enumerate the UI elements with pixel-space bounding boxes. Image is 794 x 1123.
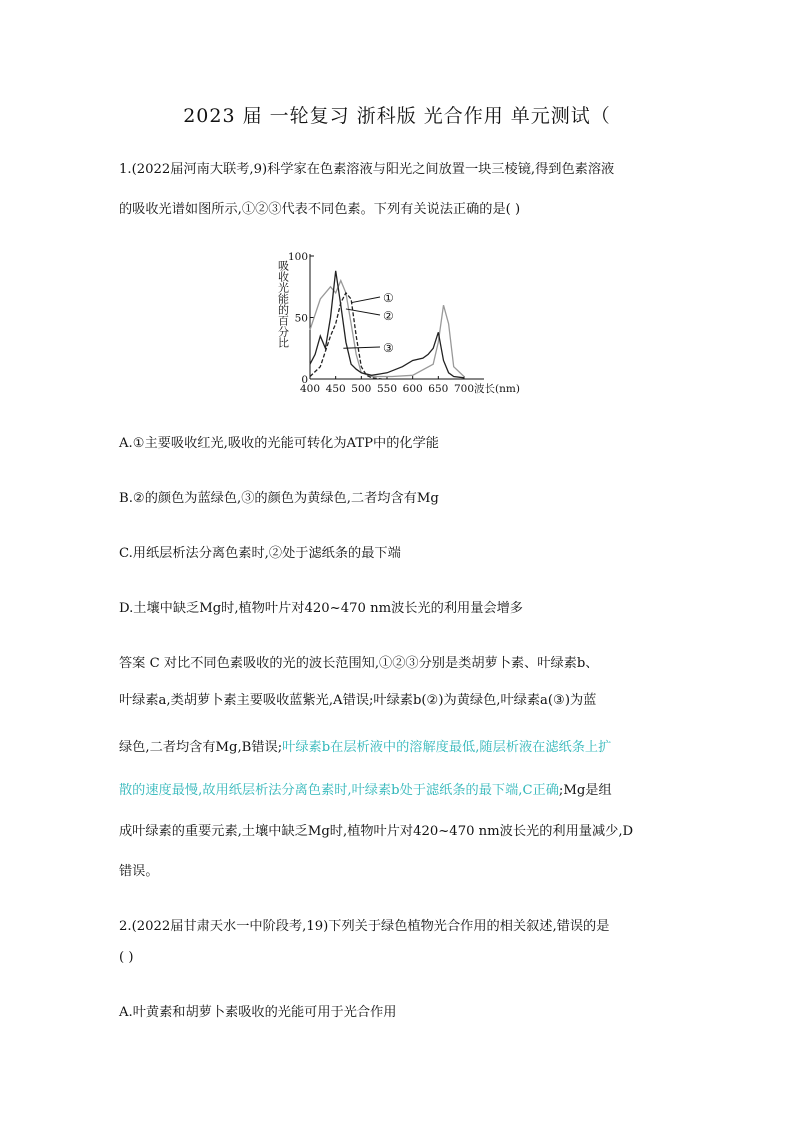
answer-1-line4-highlight: 散的速度最慢,故用纸层析法分离色素时,叶绿素b处于滤纸条的最下端,C正确 xyxy=(119,783,559,798)
question-1-stem-line2: 的吸收光谱如图所示,①②③代表不同色素。下列有关说法正确的是( ) xyxy=(119,202,521,217)
question-1-option-b: B.②的颜色为蓝绿色,③的颜色为黄绿色,二者均含有Mg xyxy=(119,491,439,506)
x-tick-label: 400 xyxy=(299,383,321,395)
absorption-spectrum-chart xyxy=(262,238,534,404)
answer-1-line1: 答案 C 对比不同色素吸收的光的波长范围知,①②③分别是类胡萝卜素、叶绿素b、 xyxy=(119,656,599,671)
question-1-option-c: C.用纸层析法分离色素时,②处于滤纸条的最下端 xyxy=(119,546,401,561)
question-2-stem-line2: ( ) xyxy=(119,950,134,965)
y-tick-label: 50 xyxy=(294,312,308,325)
x-axis-label: 波长(nm) xyxy=(474,383,520,395)
answer-1-line3-normal: 绿色,二者均含有Mg,B错误; xyxy=(119,740,283,755)
series-label-2: ② xyxy=(383,309,394,323)
question-2-stem-line1: 2.(2022届甘肃天水一中阶段考,19)下列关于绿色植物光合作用的相关叙述,错误的是 xyxy=(119,919,610,934)
answer-1-line6: 错误。 xyxy=(119,864,159,879)
absorption-spectrum-svg xyxy=(262,238,534,404)
y-tick-label: 100 xyxy=(287,251,308,263)
x-tick-label: 600 xyxy=(402,383,423,395)
series-leader-3 xyxy=(343,347,380,348)
y-axis-label: 吸收光能的百分比 xyxy=(276,260,290,348)
x-tick-label: 500 xyxy=(351,383,372,395)
series-leader-2 xyxy=(346,309,380,315)
page-title: 2023 届 一轮复习 浙科版 光合作用 单元测试（ xyxy=(183,105,611,127)
series-label-1: ① xyxy=(383,291,394,305)
x-tick-label: 650 xyxy=(428,383,449,395)
y-tick-label: 0 xyxy=(301,374,308,386)
question-1-option-d: D.土壤中缺乏Mg时,植物叶片对420~470 nm波长光的利用量会增多 xyxy=(119,601,523,616)
x-tick-label: 450 xyxy=(325,383,346,395)
series-leader-1 xyxy=(351,297,380,303)
answer-1-line5: 成叶绿素的重要元素,土壤中缺乏Mg时,植物叶片对420~470 nm波长光的利用量减少,D xyxy=(119,824,634,839)
question-1-stem-line1: 1.(2022届河南大联考,9)科学家在色素溶液与阳光之间放置一块三棱镜,得到色素溶液 xyxy=(119,162,615,177)
question-1-option-a: A.①主要吸收红光,吸收的光能可转化为ATP中的化学能 xyxy=(119,436,439,451)
answer-1-line4 xyxy=(119,779,612,798)
answer-1-line3-highlight: 叶绿素b在层析液中的溶解度最低,随层析液在滤纸条上扩 xyxy=(282,740,612,755)
series-label-3: ③ xyxy=(383,341,394,355)
x-tick-label: 550 xyxy=(376,383,398,395)
question-2-option-a: A.叶黄素和胡萝卜素吸收的光能可用于光合作用 xyxy=(119,1005,397,1020)
answer-1-line4-normal: ;Mg是组 xyxy=(558,783,612,798)
x-tick-label: 700 xyxy=(453,383,475,395)
answer-1-line3 xyxy=(119,736,611,755)
answer-1-line2: 叶绿素a,类胡萝卜素主要吸收蓝紫光,A错误;叶绿素b(②)为黄绿色,叶绿素a(③)为蓝 xyxy=(119,693,597,708)
